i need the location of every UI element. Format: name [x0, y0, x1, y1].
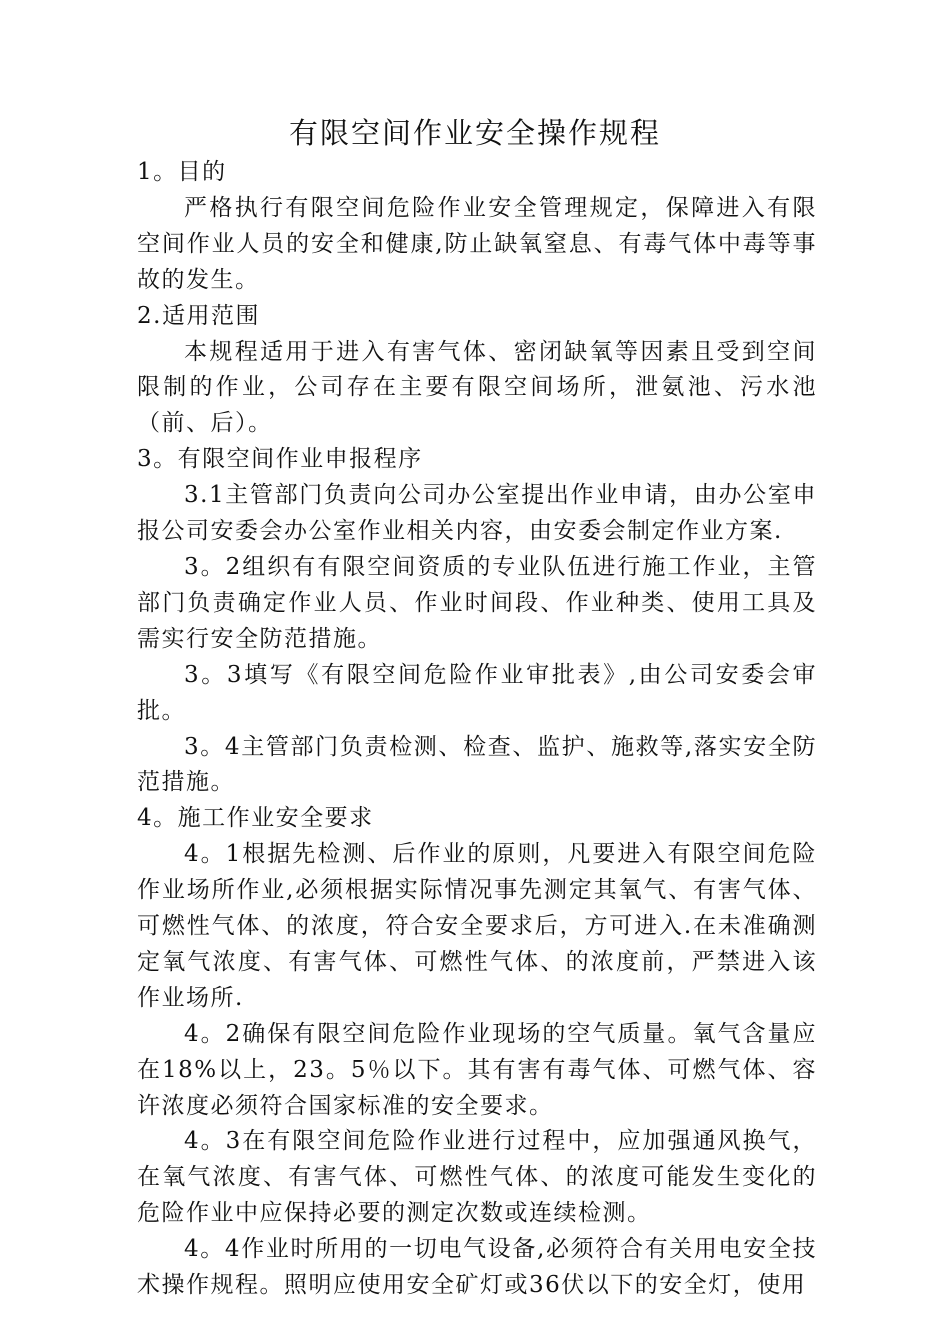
- paragraph-3-1: 3.1主管部门负责向公司办公室提出作业申请，由办公室申报公司安委会办公室作业相关内容，由安委会制定作业方案.: [137, 482, 817, 545]
- section-heading-procedure: 3。有限空间作业申报程序: [137, 446, 423, 473]
- paragraph-4-4: 4。4作业时所用的一切电气设备,必须符合有关用电安全技术操作规程。照明应使用安全矿灯或36伏以下的安全灯，使用: [137, 1236, 817, 1299]
- section-heading-purpose: 1。目的: [137, 159, 227, 185]
- paragraph-3-2: 3。2组织有有限空间资质的专业队伍进行施工作业，主管部门负责确定作业人员、作业时间段、作业种类、使用工具及需实行安全防范措施。: [137, 553, 817, 652]
- paragraph-4-1: 4。1根据先检测、后作业的原则，凡要进入有限空间危险作业场所作业,必须根据实际情况事先测定其氧气、有害气体、可燃性气体、的浓度，符合安全要求后，方可进入.在未准确测定氧气浓度、有害气体、可燃性气体、的浓度前，严禁进入该作业场所.: [137, 841, 817, 1011]
- paragraph-purpose: 严格执行有限空间危险作业安全管理规定，保障进入有限空间作业人员的安全和健康,防止缺氧窒息、有毒气体中毒等事故的发生。: [137, 194, 817, 293]
- document-body: [137, 155, 817, 1304]
- paragraph-scope: 本规程适用于进入有害气体、密闭缺氧等因素且受到空间限制的作业，公司存在主要有限空间场所，泄氨池、污水池（前、后）。: [137, 338, 817, 437]
- section-heading-scope: 2.适用范围: [137, 302, 260, 329]
- document-title: 有限空间作业安全操作规程: [288, 116, 661, 150]
- paragraph-4-2: 4。2确保有限空间危险作业现场的空气质量。氧气含量应在18%以上，23。5％以下。其有害有毒气体、可燃气体、容许浓度必须符合国家标准的安全要求。: [137, 1020, 817, 1119]
- section-heading-safety: 4。施工作业安全要求: [137, 805, 374, 832]
- paragraph-4-3: 4。3在有限空间危险作业进行过程中，应加强通风换气，在氧气浓度、有害气体、可燃性气体、的浓度可能发生变化的危险作业中应保持必要的测定次数或连续检测。: [137, 1128, 817, 1227]
- paragraph-3-4: 3。4主管部门负责检测、检查、监护、施救等,落实安全防范措施。: [137, 733, 817, 796]
- paragraph-3-3: 3。3填写《有限空间危险作业审批表》,由公司安委会审批。: [137, 661, 817, 724]
